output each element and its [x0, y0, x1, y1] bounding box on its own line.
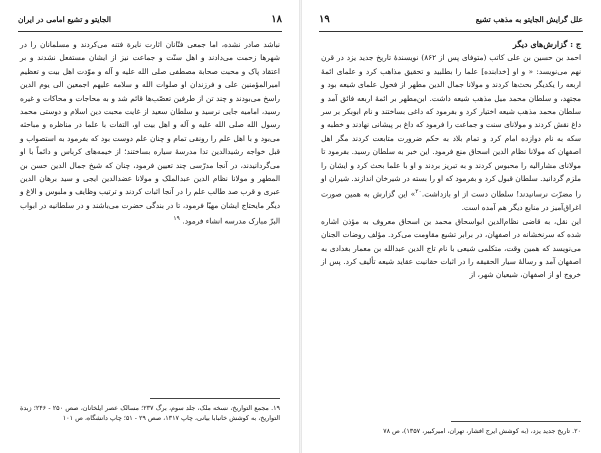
right-footnote: ۲۰. تاریخ جدید یزد، (به کوشش ایرج افشار، تهران، امیرکبیر، ۱۳۵۷)، ص ۷۸ [383, 427, 581, 435]
right-paragraph-1-end: » این گزارش به همین صورت اغراق‌آمیز در منابع دیگر هم آمده است. [321, 189, 581, 213]
left-paragraph-text: نباشد صادر نشده، اما جمعی فتّانان اثارت نایرة فتنه می‌کردند و مسلمانان را در شهرها زحمت می‌دادند و اهل سنّت و جماعت نیز از ایشان مستفعل نشدند و بر اعتقاد پاک و محبت صحابة مصطفی صلی الله علیه و آله و موّدت اهل بیت و تعظیم امیرالمؤمنین علی و فرزندان او صلوات الله و سلامه علیهم اجمعین الی یوم الدین راسخ می‌بودند و چند تن از طرفین تعصّب‌ها قائم شد و به محاجات و محاکات و غیره رسید، امامیه جایی نرسید و سلطان سعید از غایت محبت دین اسلام و دوستی محمد رسول الله صلی الله علیه و آله و اهل بیت او، التفات با علما در مناظره و مباحثه می‌بود و با اهل علم را رونقی تمام و چنان علم دوست بود که بفرمود به استصواب و قبل خواجه رشیدالدین تدا مدرسهٔ سیاره بساختند؛ از خیمه‌های کرباس و دائماً با او می‌گردانیدند، در آنجا مدرّسی چند تعیین فرمود، چنان که شیخ جمال الدین حسن بن المطهر و مولانا نظام الدین عبدالملک و مولانا عضدالدین ایجی و سید برهان الدین عبری و قرب صد طالب علم را در آنجا اثبات کردند و ترتیب وظایف و ملبوس و الاغ و دیگر مایحتاج ایشان مهیّا فرمود، تا در بندگی حضرت می‌باشند و در سلطانیه در ابواب البرّ مبارک مدرسه انشاء فرمود. [20, 40, 280, 226]
left-page-number: ۱۸ [271, 14, 282, 25]
left-page-header [18, 14, 282, 28]
left-page [0, 0, 300, 453]
right-header-rule [319, 31, 583, 32]
right-footnote-marker: ۲۰ [415, 188, 422, 196]
left-footnote-rule [150, 398, 280, 399]
right-running-title: علل گرایش الجایتو به مذهب تشیع [475, 15, 583, 24]
right-page [301, 0, 601, 453]
right-page-header [319, 14, 583, 28]
right-body-text [321, 38, 581, 282]
right-paragraph-1 [321, 51, 581, 214]
left-running-title: الجایتو و تشیع امامی در ایران [18, 15, 111, 24]
left-header-rule [18, 31, 282, 32]
right-footnote-rule [451, 421, 581, 422]
right-paragraph-1-text: احمد بن حسین بن علی کاتب (متوفای پس از ۸۶۲) نویسندهٔ تاریخ جدید یزد در قرن نهم می‌نویسد: « و او [خدابنده] علما را بطلبید و تحقیق مذاهب کرد و علمای ائمهٔ اربعه را یکدیگر بحث‌ها کردند و مولانا جمال الدین مطهر از فحول علمای شیعه بود و مجتهد، و سلطان محمد میل مذهب شیعه داشت. ابن‌مطهر بر ائمهٔ اربعه فائق آمد و سلطان محمد مذهب شیعه اختیار کرد و بفرمود که داغی بساختند و نام ابوبکر بر سر داغ نقش کردند و مولانای سنت و جماعت را فرمود که داغ بر پیشانی نهادند و خطبه و سکه به نام دوازده امام کرد و تمام بلاد به حکم ضرورت متابعت کردند مگر اهل اصفهان که مولانا نظام الدین اسحاق منع فرمود. این خبر به سلطان رسید. بفرمود تا مولانای مشارالیه را محبوس کردند و به تبریز بردند و او با علما بحث کرد و ایشان را ملزم گردانید. سلطان قبول کرد و بفرمود که او را بسته در شیرخان اندازند. شیران او را مضرّت نرسانیدند! سلطان دست از او بازداشت. [321, 53, 581, 199]
right-paragraph-2: این نقل، به قاضی نظام‌الدین ابواسحاق محمد بن اسحاق معروف به مؤذن اشاره شده که سرنخشانه در اصفهان، در برابر تشیع مقاومت می‌کرد. مؤلف روضات الجنان می‌نویسد که همین وقت، متکلمی شیعی با نام تاج الدین عبدالله بن معمار بغدادی به اصفهان آمد و رسالهٔ سیار الحقیقه را در اثبات حقانیت عقاید شیعه تألیف کرد. پس از خروج او از اصفهان، شیعیان شهر، از [321, 216, 581, 280]
left-paragraph [20, 38, 280, 228]
left-body-text [20, 38, 280, 228]
right-page-number: ۱۹ [319, 14, 330, 25]
left-footnote: ۱۹. مجمع التواریخ، نسخه ملک، جلد سوم، برگ ۲۳۷؛ مسالک عصر ایلخانان، صص ۲۵۰ - ۲۴۶؛ زبدة التواریخ، به کوشش خانبابا بیانی، چاپ ۱۳۱۷، صص ۲۹ - ۵۱؛ چاپ دانشگاه، ص ۱۰۱ [20, 404, 280, 422]
left-footnote-marker: ۱۹ [173, 215, 180, 223]
section-heading: ج : گزارش‌های دیگر [512, 39, 581, 49]
